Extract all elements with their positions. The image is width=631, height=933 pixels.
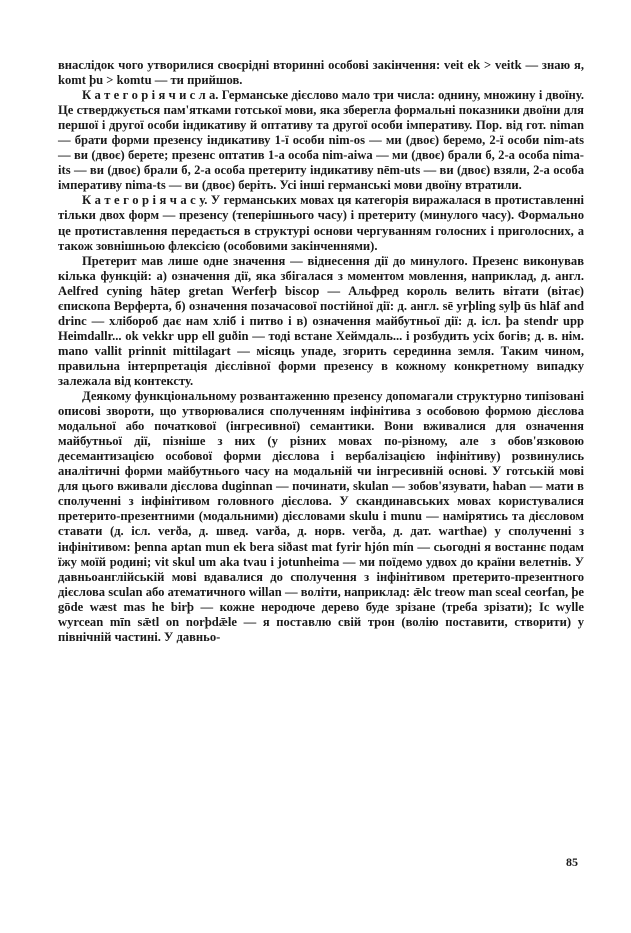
page-number: 85: [566, 855, 578, 869]
paragraph-preterite-present: Претерит мав лише одне значення — віднесення дії до минулого. Презенс виконував кілька функцій: а) означення дії, яка збігалася з моментом мовлення, наприклад, д. англ. Aelfred cyning hātep gretan Werferþ biscop — Альфред король велить вітати (вітає) єпископа Верферта, б) означення позачасової постійної дії: д. англ. sē yrþling sylþ ūs hlāf and drinc — хлібороб дає нам хліб і питво і в) означення майбутньої дії: д. ісл. þa stendr upp Heimdallr... ok vekkr upp ell guðin — тоді встане Хеймдаль... і розбудить усіх богів; д. в. нім. mano vallit prinnit mittilagart — місяць упаде, згорить серединна земля. Таким чином, правильна інтерпретація дієслівної форми презенсу в кожному конкретному випадку залежала від контексту.: [58, 253, 584, 388]
paragraph-continuation: внаслідок чого утворилися своєрідні вторинні особові закінчення: veit ek > veitk — знаю я, komt þu > komtu — ти прийшов.: [58, 58, 584, 88]
paragraph-tense-category: К а т е г о р і я ч а с у. У германських мовах ця категорія виражалася в протиставленні тільки двох форм — презенсу (теперішнього часу) і претериту (минулого часу). Формально це протиставлення передається в структурі основи чергуванням голосних і приголосних, а також зовнішньою флексією (особовими закінченнями).: [58, 193, 584, 253]
paragraph-periphrastic-future: Деякому функціональному розвантаженню презенсу допомагали структурно типізовані описові звороти, що утворювалися сполученням інфінітива з особовою формою дієслова модальної або початкової (інгресивної) семантики. Вони вживалися для означення майбутньої дії, пізніше з них (у різних мовах по-різному, але з обов'язковою десемантизацією особової форми дієслова і вербалізацією інфінітиву) розвинулись аналітичні форми майбутнього часу на модальній чи інгресивній основі. У готській мові для цього вживали дієслова duginnan — починати, skulan — зобов'язувати, haban — мати в сполученні з інфінітивом головного дієслова. У скандинавських мовах користувалися претерито-презентними (модальними) дієсловами skulu і munu — намірятись та дієсловом ставати (д. ісл. verða, д. швед. varða, д. норв. verða, д. дат. warthae) у сполученні з інфінітивом: þenna aptan mun ek bera siðast mat fyrir hjón mín — сьогодні я востаннє подам їжу моїй родині; vit skul um aka tvau i jotunheima — ми поїдемо удвох до країни велетнів. У давньоанглійській мові вдавалися до сполучення з інфінітивом претерито-презентного дієслова sculan або атематичного willan — воліти, наприклад: ǣlc treow man sceal ceorfan, þe gōde wæst mas he birþ — кожне неродюче дерево буде зрізане (треба зрізати); Ic wylle wyrcean mīn sǣtl on norþdǣle — я поставлю свій трон (волію поставити, створити) у північній частині. У давньо-: [58, 389, 584, 644]
paragraph-number-category: К а т е г о р і я ч и с л а. Германське дієслово мало три числа: однину, множину і двоїну. Це стверджується пам'ятками готської мови, яка зберегла формальні показники двоїни для першої і другої особи індикативу й оптативу та другої особи імперативу. Пор. від гот. niman — брати форми презенсу індикативу 1-ї особи nim-os — ми (двоє) беремо, 2-ї особи nim-ats — ви (двоє) берете; презенс оптатив 1-а особа nim-aiwa — ми (двоє) брали б, 2-а особа nima-its — ви (двоє) брали б, 2-а особа претериту індикативу nēm-uts — ви (двоє) взяли, 2-а особа імперативу nima-ts — ви (двоє) беріть. Усі інші германські мови двоїну втратили.: [58, 88, 584, 193]
